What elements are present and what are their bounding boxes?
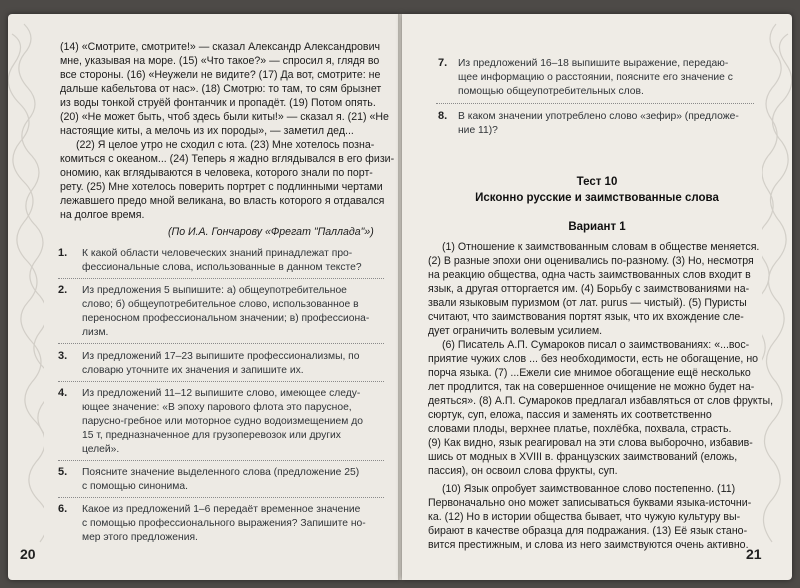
task-separator <box>58 497 384 498</box>
ornament-border <box>762 14 792 580</box>
task-line: Какое из предложений 1–6 передаёт временное значение <box>82 504 361 515</box>
passage-line: бирают в качестве образца для подражания. (13) Её язык стано- <box>428 525 748 537</box>
task-line: К какой области человеческих знаний принадлежат про- <box>82 248 353 259</box>
task-separator <box>58 460 384 461</box>
task-line: помощью общеупотребительных слов. <box>458 86 644 97</box>
task-number: 5. <box>58 466 68 478</box>
passage-line: из воды тонкой струёй фонтанчик и пропадёт. (19) Потом опять. <box>60 97 376 109</box>
task-line: целей». <box>82 444 120 455</box>
passage-line: считают, что заимствования портят язык, что их вхождение сле- <box>428 311 744 323</box>
task-number: 3. <box>58 350 68 362</box>
task-separator <box>58 343 384 344</box>
passage-line: ономию, как вглядываются в человека, которого знали по порт- <box>60 167 373 179</box>
task-line: парусно-гребное или моторное судно водоизмещением до <box>82 416 363 427</box>
passage-line: Первоначально оно может записываться буквами языка-источни- <box>428 497 752 509</box>
task-number: 7. <box>438 57 448 69</box>
task-line: лизм. <box>82 327 109 338</box>
passage-line: вится престижным, и слова из него заимствуются очень активно. <box>428 539 749 551</box>
task-line: ние 11)? <box>458 125 498 136</box>
passage-line: (14) «Смотрите, смотрите!» — сказал Александр Александрович <box>60 41 381 53</box>
passage-line: (22) Я целое утро не сходил с юта. (23) Мне хотелось позна- <box>76 139 375 151</box>
passage-line: дальше кабельтова от нас». (18) Смотрю: то там, то сям брызнет <box>60 83 382 95</box>
task-line: Из предложений 17–23 выпишите профессионализмы, по <box>82 351 360 362</box>
task-line: с помощью профессионального выражения? Запишите но- <box>82 518 366 529</box>
task-line: с помощью синонима. <box>82 481 188 492</box>
passage-line: (1) Отношение к заимствованным словам в обществе меняется. <box>442 241 760 253</box>
task-line: щее информацию о расстоянии, поясните его значение с <box>458 72 733 83</box>
task-number: 1. <box>58 247 68 259</box>
task-line: Из предложений 16–18 выпишите выражение, передаю- <box>458 58 729 69</box>
left-page <box>8 14 400 580</box>
test-title: Тест 10 <box>576 176 618 188</box>
passage-line: на реакцию общества, одна часть заимствованных слов входит в <box>428 269 751 281</box>
task-line: Поясните значение выделенного слова (предложение 25) <box>82 467 360 478</box>
task-line: мер этого предложения. <box>82 532 198 543</box>
passage-line: язык, а другая отторгается им. (4) Борьбу с заимствованиями на- <box>428 283 750 295</box>
source-attribution: (По И.А. Гончарову «Фрегат "Паллада"») <box>168 226 374 238</box>
passage-line: настоящие киты, а мелочь из их породы», — заметил дед... <box>60 125 354 137</box>
passage-line: на долгое время. <box>60 209 145 221</box>
task-separator <box>58 278 384 279</box>
task-line: словарю уточните их значения и запишите их. <box>82 365 304 376</box>
passage-line: пассия), он освоил слова фрукты, суп. <box>428 465 618 477</box>
page-number: 20 <box>20 546 36 562</box>
right-page <box>402 14 792 580</box>
passage-line: рету. (25) Мне хотелось поверить портрет с подлинными чертами <box>60 181 383 193</box>
passage-line: все стороны. (16) «Неужели не видите? (17) Да вот, смотрите: не <box>60 69 381 81</box>
ornament-border <box>8 14 44 580</box>
test-subtitle: Исконно русские и заимствованные слова <box>475 192 719 204</box>
task-separator <box>436 103 754 104</box>
passage-line: звали языковым пуризмом (от лат. purus — чистый). (5) Пуристы <box>428 297 747 309</box>
passage-line: (10) Язык опробует заимствованное слово постепенно. (11) <box>442 483 736 495</box>
passage-line: лежавшего предо мной великана, во власть которого я отдавался <box>60 195 385 207</box>
task-number: 6. <box>58 503 68 515</box>
task-line: ющее значение: «В эпоху парового флота это парусное, <box>82 402 352 413</box>
task-line: переносном профессиональном значении; в) профессиона- <box>82 313 370 324</box>
passage-line: порча языка. (7) ...Ежели сие мнимое обогащение ещё несколько <box>428 367 751 379</box>
passage-line: сюртук, суп, еложа, пассия и заменять их соответственно <box>428 409 712 421</box>
passage-line: мне, указывая на море. (15) «Что такое?» — спросил я, глядя во <box>60 55 380 67</box>
task-number: 4. <box>58 387 68 399</box>
passage-line: деяться». (8) А.П. Сумароков предлагал избавляться от слов фрукты, <box>428 395 774 407</box>
passage-line: (6) Писатель А.П. Сумароков писал о заимствованиях: «...вос- <box>442 339 750 351</box>
passage-line: приятие чужих слов ... без необходимости, есть не обогащение, но <box>428 353 759 365</box>
variant-heading: Вариант 1 <box>568 221 626 233</box>
task-line: В каком значении употреблено слово «зефир» (предложе- <box>458 111 739 122</box>
task-line: фессиональные слова, использованные в данном тексте? <box>82 262 362 273</box>
task-number: 2. <box>58 284 68 296</box>
passage-line: ка. (12) Но в истории общества бывает, что чужую культуру вы- <box>428 511 741 523</box>
passage-line: комиться с океаном... (24) Теперь я жадно вглядывался в его физи- <box>60 153 395 165</box>
page-number: 21 <box>746 546 762 562</box>
task-line: Из предложения 5 выпишите: а) общеупотребительное <box>82 285 347 296</box>
passage-line: лет продлится, так на совершенное очищение не можно будет на- <box>428 381 755 393</box>
task-line: Из предложений 11–12 выпишите слово, имеющее следу- <box>82 388 361 399</box>
task-line: 15 т, предназначенное для грузоперевозок или других <box>82 430 341 441</box>
task-line: слово; б) общеупотребительное слово, использованное в <box>82 299 359 310</box>
passage-line: (2) В разные эпохи они оценивались по-разному. (3) Но, несмотря <box>428 255 754 267</box>
task-number: 8. <box>438 110 448 122</box>
passage-line: дует ограничить волевым усилием. <box>428 325 603 337</box>
passage-line: словами плоды, верхнее платье, похлёбка, похвала, страсть. <box>428 423 732 435</box>
passage-line: шись от модных в XVIII в. французских заимствований (еложь, <box>428 451 738 463</box>
task-separator <box>58 381 384 382</box>
passage-line: (9) Как видно, язык реагировал на эти слова выборочно, избавив- <box>428 437 753 449</box>
passage-line: (20) «Не может быть, чтоб здесь были киты!» — сказал я. (21) «Не <box>60 111 389 123</box>
